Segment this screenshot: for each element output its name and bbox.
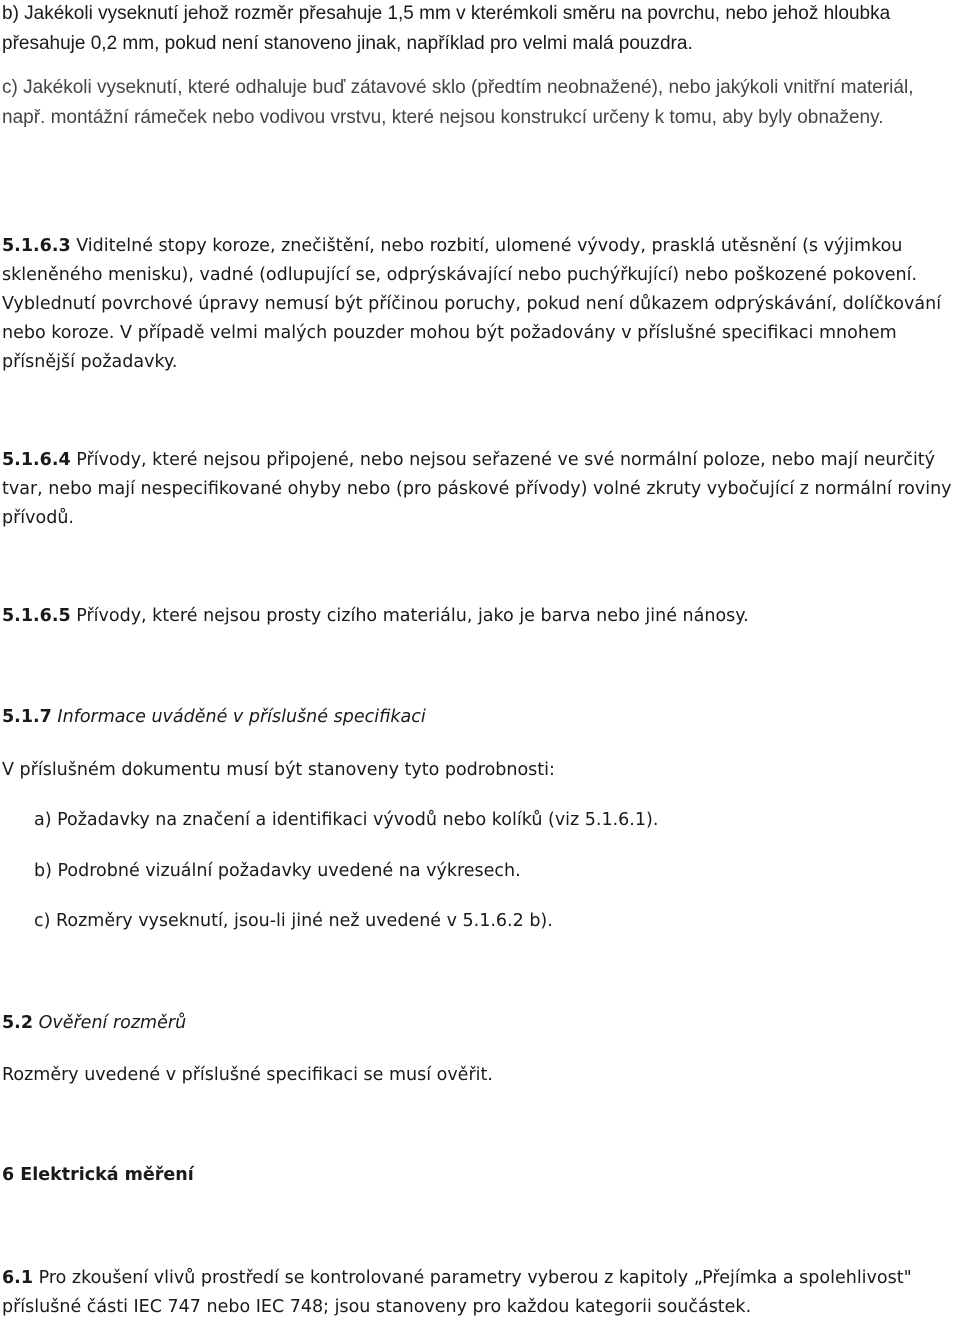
section-number: 5.1.6.3 (2, 236, 71, 256)
section-number: 5.1.6.4 (2, 450, 71, 470)
chapter-6-heading: 6 Elektrická měření (2, 1165, 194, 1185)
section-5-2-text: Rozměry uvedené v příslušné specifikaci se musí ověřit. (2, 1065, 493, 1085)
section-number: 6.1 (2, 1268, 34, 1288)
list-item: c) Rozměry vyseknutí, jsou-li jiné než uvedené v 5.1.6.2 b). (34, 911, 553, 931)
condition-c-intro: c) Jakékoli vyseknutí, které odhaluje buď zátavové sklo (předtím neobnažené), nebo jakýkoli vnitřní materiál, např. (2, 77, 914, 128)
section-text: Pro zkoušení vlivů prostředí se kontrolované parametry vyberou z kapitoly „Přejímka a spolehlivost" příslušné části IEC 747 nebo IEC 748; jsou stanoveny pro každou kategorii součástek. (2, 1268, 912, 1317)
section-text: Přívody, které nejsou prosty cizího materiálu, jako je barva nebo jiné nánosy. (70, 606, 749, 626)
section-5-1-6-5 (2, 602, 958, 631)
section-5-2-heading (2, 1009, 958, 1038)
section-5-1-6-3 (2, 232, 958, 377)
condition-c-rest: montážní rámeček nebo vodivou vrstvu, které nejsou konstrukcí určeny k tomu, aby byly obnaženy. (45, 107, 884, 128)
section-6-1 (2, 1264, 958, 1322)
section-text: Viditelné stopy koroze, znečištění, nebo rozbití, ulomené vývody, prasklá utěsnění (s výjimkou skleněného menisku), vadné (odlupující se, odprýskávající nebo puchýřkující) nebo poškozené pokovení. Vyblednutí povrchové úpravy nemusí být příčinou poruchy, pokud není důkazem odprýskávání, dolíčkování nebo koroze. V případě velmi malých pouzder mohou být požadovány v příslušné specifikaci mnohem přísnější požadavky. (2, 236, 942, 372)
section-number: 5.1.6.5 (2, 606, 71, 626)
condition-b: b) Jakékoli vyseknutí jehož rozměr přesahuje 1,5 mm v kterémkoli směru na povrchu, nebo jehož hloubka přesahuje 0,2 mm, pokud není stanoveno jinak, například pro velmi malá pouzdra. (2, 3, 891, 54)
section-5-1-7-heading (2, 703, 958, 732)
section-5-1-7-intro: V příslušném dokumentu musí být stanoveny tyto podrobnosti: (2, 760, 555, 780)
section-title: Informace uváděné v příslušné specifikaci (57, 707, 426, 727)
list-item: a) Požadavky na značení a identifikaci vývodů nebo kolíků (viz 5.1.6.1). (34, 810, 659, 830)
section-text: Přívody, které nejsou připojené, nebo nejsou seřazené ve své normální poloze, nebo mají neurčitý tvar, nebo mají nespecifikované ohyby nebo (pro páskové přívody) volné zkruty vybočující z normální roviny přívodů. (2, 450, 952, 528)
section-number: 5.2 (2, 1013, 34, 1033)
section-title: Ověření rozměrů (38, 1013, 187, 1033)
list-item: b) Podrobné vizuální požadavky uvedené na výkresech. (34, 861, 521, 881)
section-5-1-6-4 (2, 446, 958, 533)
condition-c (2, 73, 958, 133)
section-number: 5.1.7 (2, 707, 52, 727)
